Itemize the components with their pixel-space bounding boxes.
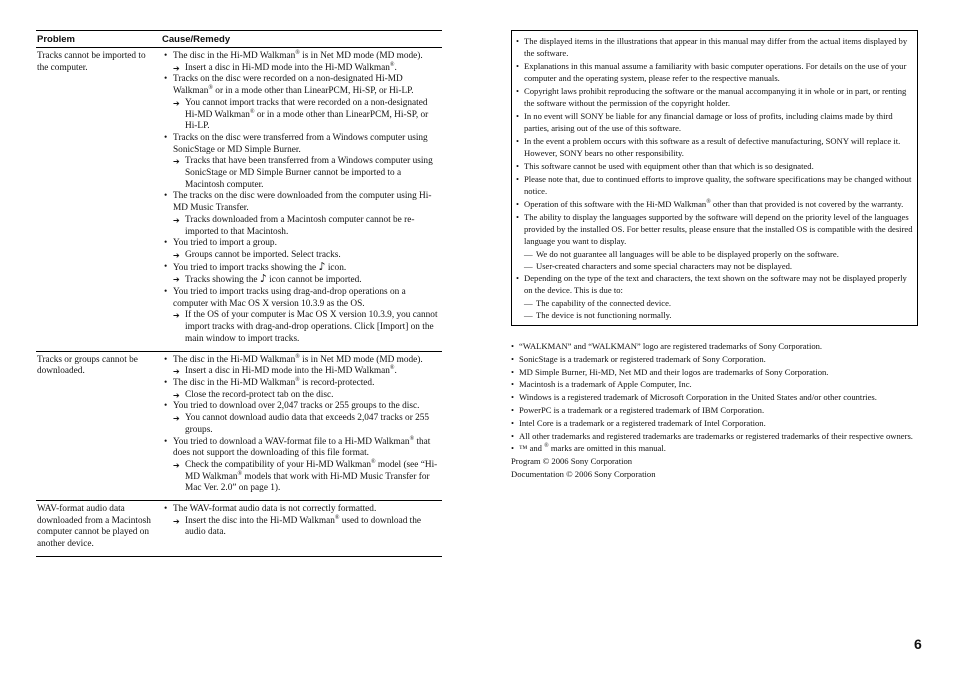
cause-remedy-header: Cause/Remedy [161, 31, 442, 48]
sub-item: — We do not guarantee all languages will be able to be displayed properly on the software. [516, 248, 913, 260]
arrow-icon: ➔ [173, 516, 180, 526]
arrow-icon: ➔ [173, 215, 180, 225]
music-note-icon: ♪ [318, 259, 326, 273]
copyright-line: Documentation © 2006 Sony Corporation [511, 469, 656, 480]
remedy-item: ➔ Insert a disc in Hi-MD mode into the Hi-MD Walkman®. [173, 61, 397, 73]
troubleshooting-section [36, 30, 442, 557]
cause-remedy-cell [161, 48, 442, 352]
bullet-item: • Windows is a registered trademark of Microsoft Corporation in the United States and/or other countries. [511, 391, 918, 403]
remedy-item: ➔ You cannot import tracks that were recorded on a non-designated Hi-MD Walkman® or in a mode other than LinearPCM, Hi-SP, or Hi-LP. [173, 97, 429, 132]
trademarks-section [511, 340, 918, 481]
arrow-icon: ➔ [173, 63, 180, 73]
bullet-item: • The disc in the Hi-MD Walkman® is record-protected. [164, 378, 442, 390]
remedy-item: ➔ Insert the disc into the Hi-MD Walkman® used to download the audio data. [173, 514, 422, 538]
remedy-item: ➔ Insert a disc in Hi-MD mode into the Hi-MD Walkman®. [173, 365, 397, 377]
table-row [36, 48, 442, 352]
bullet-item: • Copyright laws prohibit reproducing the software or the manual accompanying it in whole or in part, or renting the software without the permission of the copyright holder. [516, 85, 913, 109]
bullet-item: • Macintosh is a trademark of Apple Computer, Inc. [511, 378, 918, 390]
bullet-item: • In the event a problem occurs with this software as a result of defective manufacturing, SONY will replace it. However, SONY bears no other responsibility. [516, 135, 913, 159]
remedy-item: ➔ You cannot download audio data that exceeds 2,047 tracks or 255 groups. [173, 413, 430, 435]
bullet-item: • In no event will SONY be liable for any financial damage or loss of profits, including claims made by third parties, arising out of the use of this software. [516, 110, 913, 134]
problem-cell: Tracks cannot be imported to the computer. [37, 51, 146, 73]
arrow-icon: ➔ [173, 275, 180, 285]
bullet-item: • The ability to display the languages supported by the software will depend on the priority level of the languages provided by the installed OS. For better results, please ensure that the installed OS is compatible with the desired language you want to display. [516, 211, 913, 248]
arrow-icon: ➔ [173, 157, 180, 167]
problem-cell: WAV-format audio data downloaded from a Macintosh computer cannot be played on another device. [37, 504, 151, 550]
remedy-item: ➔ Close the record-protect tab on the disc. [173, 389, 334, 400]
arrow-icon: ➔ [173, 98, 180, 108]
arrow-icon: ➔ [173, 367, 180, 377]
notice-box [511, 30, 918, 326]
bullet-item: • This software cannot be used with equipment other than that which is so designated. [516, 160, 913, 172]
bullet-item: • All other trademarks and registered trademarks are trademarks or registered trademarks of their respective owners. [511, 430, 918, 442]
bullet-item: • PowerPC is a trademark or a registered trademark of IBM Corporation. [511, 404, 918, 416]
bullet-item: • You tried to download a WAV-format file to a Hi-MD Walkman® that does not support the downloading of this file format. [164, 437, 442, 460]
bullet-item: • MD Simple Burner, Hi-MD, Net MD and their logos are trademarks of Sony Corporation. [511, 366, 918, 378]
bullet-item: • Intel Core is a trademark or a registered trademark of Intel Corporation. [511, 417, 918, 429]
bullet-item: • The disc in the Hi-MD Walkman® is in Net MD mode (MD mode). [164, 51, 442, 63]
bullet-item: • You tried to import tracks showing the ♪ icon. [164, 262, 442, 275]
bullet-item: • Tracks on the disc were recorded on a non-designated Hi-MD Walkman® or in a mode other than LinearPCM, Hi-SP, or Hi-LP. [164, 74, 442, 97]
remedy-item: ➔ Check the compatibility of your Hi-MD Walkman® model (see “Hi-MD Walkman® models that work with Hi-MD Music Transfer for Mac Ver. 2.0” on page 1). [173, 458, 438, 494]
remedy-item: ➔ Tracks that have been transferred from a Windows computer using SonicStage or MD Simple Burner cannot be imported to a Macintosh computer. [173, 156, 433, 190]
arrow-icon: ➔ [173, 390, 180, 400]
table-row [36, 501, 442, 557]
bullet-item: • The displayed items in the illustrations that appear in this manual may differ from the actual items displayed by the software. [516, 35, 913, 59]
sub-item: — User-created characters and some special characters may not be displayed. [516, 260, 913, 272]
bullet-item: • SonicStage is a trademark or registered trademark of Sony Corporation. [511, 353, 918, 365]
arrow-icon: ➔ [173, 414, 180, 424]
sub-item: — The device is not functioning normally. [516, 309, 913, 321]
bullet-item: • Explanations in this manual assume a familiarity with basic computer operations. For details on the use of your computer and the operating system, please refer to the respective manuals. [516, 60, 913, 84]
remedy-item: ➔ Groups cannot be imported. Select tracks. [173, 249, 341, 260]
bullet-item: • Please note that, due to continued efforts to improve quality, the software specifications may be changed without notice. [516, 173, 913, 197]
music-note-icon: ♪ [259, 272, 267, 286]
remedy-item: ➔ If the OS of your computer is Mac OS X version 10.3.9, you cannot import tracks with drag-and-drop operations. Click [Import] on the main window to import tracks. [173, 310, 438, 344]
troubleshooting-table [36, 30, 442, 557]
bullet-item: • The disc in the Hi-MD Walkman® is in Net MD mode (MD mode). [164, 355, 442, 367]
bullet-item: • The tracks on the disc were downloaded from the computer using Hi-MD Music Transfer. [164, 191, 442, 214]
problem-cell: Tracks or groups cannot be downloaded. [37, 354, 138, 377]
remedy-item: ➔ Tracks downloaded from a Macintosh computer cannot be re-imported to that Macintosh. [173, 214, 415, 237]
cause-remedy-cell [161, 351, 442, 500]
remedy-item: ➔ Tracks showing the ♪ icon cannot be imported. [173, 272, 362, 286]
table-row [36, 351, 442, 500]
bullet-item: • You tried to import tracks using drag-and-drop operations on a computer with Mac OS X version 10.3.9 as the OS. [164, 287, 442, 310]
bullet-item: • “WALKMAN” and “WALKMAN” logo are registered trademarks of Sony Corporation. [511, 340, 918, 352]
bullet-item: • You tried to download over 2,047 tracks or 255 groups to the disc. [164, 401, 442, 413]
arrow-icon: ➔ [173, 460, 180, 470]
cause-remedy-cell [161, 501, 442, 557]
copyright-line: Program © 2006 Sony Corporation [511, 456, 633, 467]
bullet-item: • ™ and ® marks are omitted in this manual. [511, 442, 918, 454]
sub-item: — The capability of the connected device. [516, 297, 913, 309]
problem-header: Problem [36, 31, 161, 48]
arrow-icon: ➔ [173, 311, 180, 321]
bullet-item: • Depending on the type of the text and characters, the text shown on the software may not be displayed properly on the device. This is due to: [516, 272, 913, 296]
bullet-item: • Operation of this software with the Hi-MD Walkman® other than that provided is not covered by the warranty. [516, 198, 913, 210]
bullet-item: • The WAV-format audio data is not correctly formatted. [164, 504, 442, 516]
arrow-icon: ➔ [173, 250, 180, 260]
bullet-item: • You tried to import a group. [164, 238, 442, 250]
bullet-item: • Tracks on the disc were transferred from a Windows computer using SonicStage or MD Simple Burner. [164, 133, 442, 156]
page-number: 6 [914, 636, 922, 652]
